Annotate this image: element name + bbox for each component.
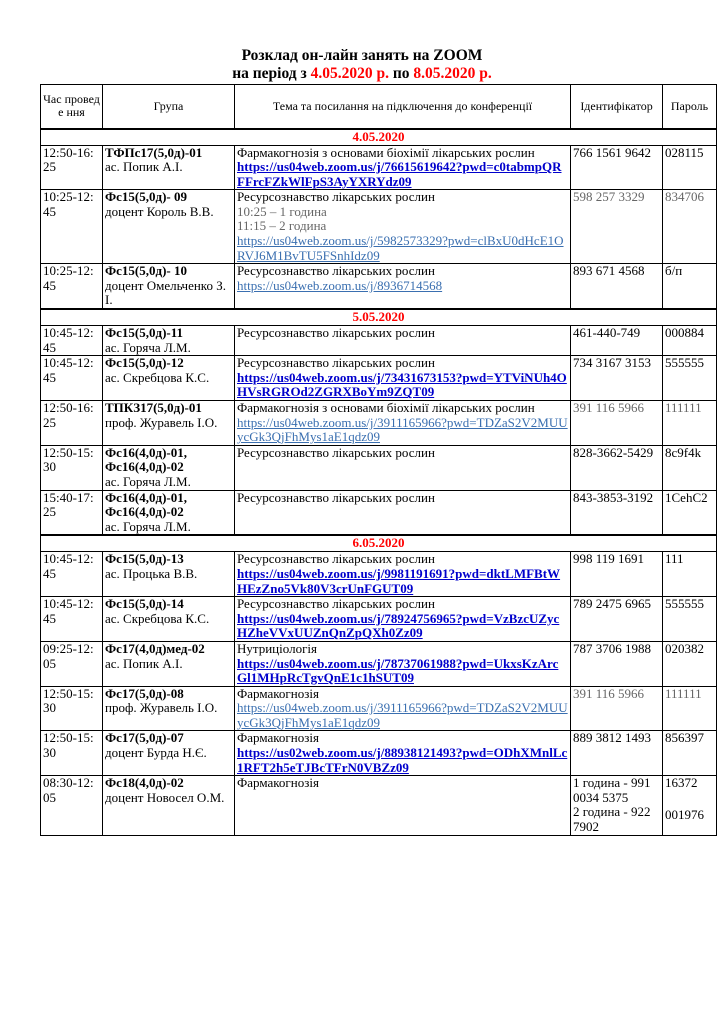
teacher-name: проф. Журавель І.О. — [105, 414, 218, 430]
header-row — [41, 85, 717, 129]
password: 020382 — [663, 641, 717, 686]
zoom-link[interactable]: https://us04web.zoom.us/j/5982573329?pwd=clBxU0dHcE1ORVJ6M1BvTU5FSnhIdz09 — [237, 233, 564, 263]
header-group: Група — [103, 85, 235, 129]
zoom-link[interactable]: https://us04web.zoom.us/j/9981191691?pwd=dktLMFBtWHEzZno5Vk80V3crUnFGUT09 — [237, 565, 561, 596]
time-cell: 09:25-12:05 — [41, 641, 103, 686]
topic-cell — [235, 326, 571, 356]
zoom-link[interactable]: https://us02web.zoom.us/j/88938121493?pwd=ODhXMnlLc1RFT2h5eTJBcTFrN0VBZz09 — [237, 745, 568, 775]
group-name: Фс16(4,0д)-02 — [105, 504, 184, 520]
meeting-id: 391 116 5966 — [571, 686, 663, 731]
teacher-name: ас. Горяча Л.М. — [105, 339, 191, 355]
password-cell — [663, 776, 717, 835]
password: 834706 — [663, 190, 717, 264]
topic-cell — [235, 597, 571, 642]
topic-cell — [235, 356, 571, 401]
group-cell — [103, 264, 235, 309]
meeting-id: 787 3706 1988 — [571, 641, 663, 686]
group-cell — [103, 641, 235, 686]
table-row — [41, 490, 717, 535]
topic-text: Ресурсознавство лікарських рослин — [237, 189, 435, 205]
group-cell — [103, 145, 235, 190]
period-prefix: на період з — [232, 65, 311, 82]
group-cell — [103, 190, 235, 264]
password: 8c9f4k — [663, 445, 717, 490]
meeting-id: 893 671 4568 — [571, 264, 663, 309]
password: б/п — [663, 264, 717, 309]
group-name: ТПКЗ17(5,0д)-01 — [105, 400, 202, 415]
table-row — [41, 190, 717, 264]
topic-cell — [235, 190, 571, 264]
group-name: Фс17(4,0д)мед-02 — [105, 641, 205, 656]
date-heading: 4.05.2020 — [41, 129, 717, 146]
group-name: Фс15(5,0д)-12 — [105, 355, 184, 371]
teacher-name: доцент Новосел О.М. — [105, 789, 225, 805]
meeting-id: 828-3662-5429 — [571, 445, 663, 490]
topic-text: Фармакогнозія — [237, 775, 319, 791]
group-cell — [103, 326, 235, 356]
time-cell: 10:45-12:45 — [41, 597, 103, 642]
topic-text: Нутриціологія — [237, 641, 317, 656]
last-row-body — [41, 776, 717, 835]
meeting-id: 889 3812 1493 — [571, 731, 663, 776]
time-note: 10:25 – 1 година — [237, 203, 327, 219]
group-name: Фс18(4,0д)-02 — [105, 775, 184, 791]
date-heading: 5.05.2020 — [41, 309, 717, 326]
table-row — [41, 401, 717, 446]
topic-cell — [235, 641, 571, 686]
topic-cell — [235, 776, 571, 835]
time-cell: 10:45-12:45 — [41, 356, 103, 401]
password-first: 16372 — [665, 775, 698, 791]
period-start-date: 4.05.2020 р. — [310, 65, 389, 82]
group-cell — [103, 490, 235, 535]
group-name: Фс15(5,0д)- 09 — [105, 189, 187, 205]
group-name: Фс17(5,0д)-08 — [105, 686, 184, 701]
topic-text: Ресурсознавство лікарських рослин — [237, 355, 435, 371]
password-second: 001976 — [665, 806, 704, 822]
topic-cell — [235, 731, 571, 776]
group-name: Фс17(5,0д)-07 — [105, 730, 184, 746]
topic-cell — [235, 686, 571, 731]
zoom-link[interactable]: https://us04web.zoom.us/j/8936714568 — [237, 277, 443, 293]
meeting-id: 766 1561 9642 — [571, 145, 663, 190]
password: 555555 — [663, 597, 717, 642]
date-row — [41, 535, 717, 552]
group-name: Фс16(4,0д)-02 — [105, 459, 184, 475]
teacher-name: ас. Попик А.І. — [105, 655, 183, 671]
time-note: 11:15 – 2 година — [237, 218, 327, 234]
time-cell: 12:50-15:30 — [41, 686, 103, 731]
teacher-name: ас. Скребцова К.С. — [105, 369, 210, 385]
document-subtitle — [0, 64, 724, 83]
group-cell — [103, 731, 235, 776]
meeting-id: 998 119 1691 — [571, 552, 663, 597]
date-row — [41, 309, 717, 326]
zoom-link[interactable]: https://us04web.zoom.us/j/3911165966?pwd=TDZaS2V2MUUycGk3QjFhMys1aE1qdz09 — [237, 700, 568, 730]
meeting-id-second: 2 година - 922 7902 — [573, 804, 651, 835]
group-cell — [103, 686, 235, 731]
group-cell — [103, 401, 235, 446]
password: 111111 — [663, 401, 717, 446]
zoom-link[interactable]: https://us04web.zoom.us/j/73431673153?pwd=YTViNUh4OHVsRGROd2ZGRXBoYm9ZQT09 — [237, 369, 567, 400]
time-cell: 12:50-15:30 — [41, 445, 103, 490]
time-cell: 08:30-12:05 — [41, 776, 103, 835]
password: 028115 — [663, 145, 717, 190]
table-row — [41, 731, 717, 776]
teacher-name: доцент Король В.В. — [105, 203, 214, 219]
meeting-id: 461-440-749 — [571, 326, 663, 356]
topic-cell — [235, 145, 571, 190]
header-password: Пароль — [663, 85, 717, 129]
date-row — [41, 129, 717, 146]
document-title: Розклад он-лайн занять на ZOOM — [241, 47, 483, 64]
table-row — [41, 686, 717, 731]
id-cell — [571, 776, 663, 835]
topic-text: Ресурсознавство лікарських рослин — [237, 551, 435, 567]
table-row — [41, 264, 717, 309]
group-name: Фс16(4,0д)-01, — [105, 445, 187, 460]
zoom-link[interactable]: https://us04web.zoom.us/j/3911165966?pwd=TDZaS2V2MUUycGk3QjFhMys1aE1qdz09 — [237, 414, 568, 445]
period-end-date: 8.05.2020 р. — [413, 65, 492, 82]
time-cell: 15:40-17:25 — [41, 490, 103, 535]
topic-text: Ресурсознавство лікарських рослин — [237, 596, 435, 612]
time-cell: 10:25-12:45 — [41, 264, 103, 309]
topic-cell — [235, 401, 571, 446]
zoom-link[interactable]: https://us04web.zoom.us/j/78924756965?pwd=VzBzcUZycHZheVVxUUZnQnZpQXh0Zz09 — [237, 610, 560, 641]
schedule-table — [40, 84, 717, 836]
teacher-name: доцент Бурда Н.Є. — [105, 745, 207, 761]
time-cell: 12:50-16:25 — [41, 401, 103, 446]
meeting-id: 843-3853-3192 — [571, 490, 663, 535]
schedule-body — [41, 129, 717, 776]
group-name: Фс16(4,0д)-01, — [105, 490, 187, 505]
teacher-name: ас. Попик А.І. — [105, 159, 183, 175]
time-cell: 12:50-16:25 — [41, 145, 103, 190]
meeting-id: 789 2475 6965 — [571, 597, 663, 642]
topic-text: Фармакогнозія — [237, 730, 319, 746]
table-row — [41, 641, 717, 686]
table-row — [41, 597, 717, 642]
topic-text: Ресурсознавство лікарських рослин — [237, 490, 435, 505]
table-row — [41, 445, 717, 490]
topic-text: Ресурсознавство лікарських рослин — [237, 263, 435, 279]
group-name: Фс15(5,0д)-14 — [105, 596, 184, 612]
header-time: Час проведе ння — [41, 85, 103, 129]
password: 856397 — [663, 731, 717, 776]
header-id: Ідентифікатор — [571, 85, 663, 129]
topic-cell — [235, 445, 571, 490]
teacher-name: проф. Журавель І.О. — [105, 700, 218, 716]
header-topic: Тема та посилання на підключення до конференції — [235, 85, 571, 129]
group-cell — [103, 597, 235, 642]
zoom-link[interactable]: https://us04web.zoom.us/j/78737061988?pwd=UkxsKzArcGl1MHpRcTgvQnE1c1hSUT09 — [237, 655, 559, 686]
group-cell — [103, 552, 235, 597]
meeting-id: 598 257 3329 — [571, 190, 663, 264]
topic-cell — [235, 490, 571, 535]
group-name: Фс15(5,0д)-13 — [105, 551, 184, 567]
teacher-name: ас. Процька В.В. — [105, 565, 198, 581]
table-row — [41, 145, 717, 190]
meeting-id-first: 1 година - 991 0034 5375 — [573, 775, 651, 805]
topic-text: Фармакогнозія з основами біохімії лікарських рослин — [237, 400, 535, 415]
time-cell: 10:45-12:45 — [41, 326, 103, 356]
topic-cell — [235, 552, 571, 597]
password: 1CehC2 — [663, 490, 717, 535]
table-row — [41, 356, 717, 401]
teacher-name: доцент Омельченко З.І. — [105, 277, 226, 308]
password: 111 — [663, 552, 717, 597]
teacher-name: ас. Горяча Л.М. — [105, 473, 191, 489]
time-cell: 12:50-15:30 — [41, 731, 103, 776]
table-row — [41, 552, 717, 597]
table-row — [41, 326, 717, 356]
time-cell: 10:25-12:45 — [41, 190, 103, 264]
teacher-name: ас. Горяча Л.М. — [105, 518, 191, 534]
topic-text: Ресурсознавство лікарських рослин — [237, 325, 435, 341]
topic-cell — [235, 264, 571, 309]
group-name: ТФПс17(5,0д)-01 — [105, 145, 203, 160]
topic-text: Ресурсознавство лікарських рослин — [237, 445, 435, 460]
group-cell — [103, 356, 235, 401]
zoom-link[interactable]: https://us04web.zoom.us/j/76615619642?pwd=c0tabmpQRFFrcFZkWlFpS3AyYXRYdz09 — [237, 159, 562, 189]
topic-text: Фармакогнозія з основами біохімії лікарських рослин — [237, 145, 535, 160]
meeting-id: 734 3167 3153 — [571, 356, 663, 401]
meeting-id: 391 116 5966 — [571, 401, 663, 446]
group-cell — [103, 776, 235, 835]
date-heading: 6.05.2020 — [41, 535, 717, 552]
time-cell: 10:45-12:45 — [41, 552, 103, 597]
password: 111111 — [663, 686, 717, 731]
group-cell — [103, 445, 235, 490]
topic-text: Фармакогнозія — [237, 686, 319, 701]
teacher-name: ас. Скребцова К.С. — [105, 610, 210, 626]
period-mid: по — [388, 65, 414, 82]
password: 555555 — [663, 356, 717, 401]
table-row — [41, 776, 717, 835]
password: 000884 — [663, 326, 717, 356]
group-name: Фс15(5,0д)- 10 — [105, 263, 187, 279]
group-name: Фс15(5,0д)-11 — [105, 325, 184, 341]
